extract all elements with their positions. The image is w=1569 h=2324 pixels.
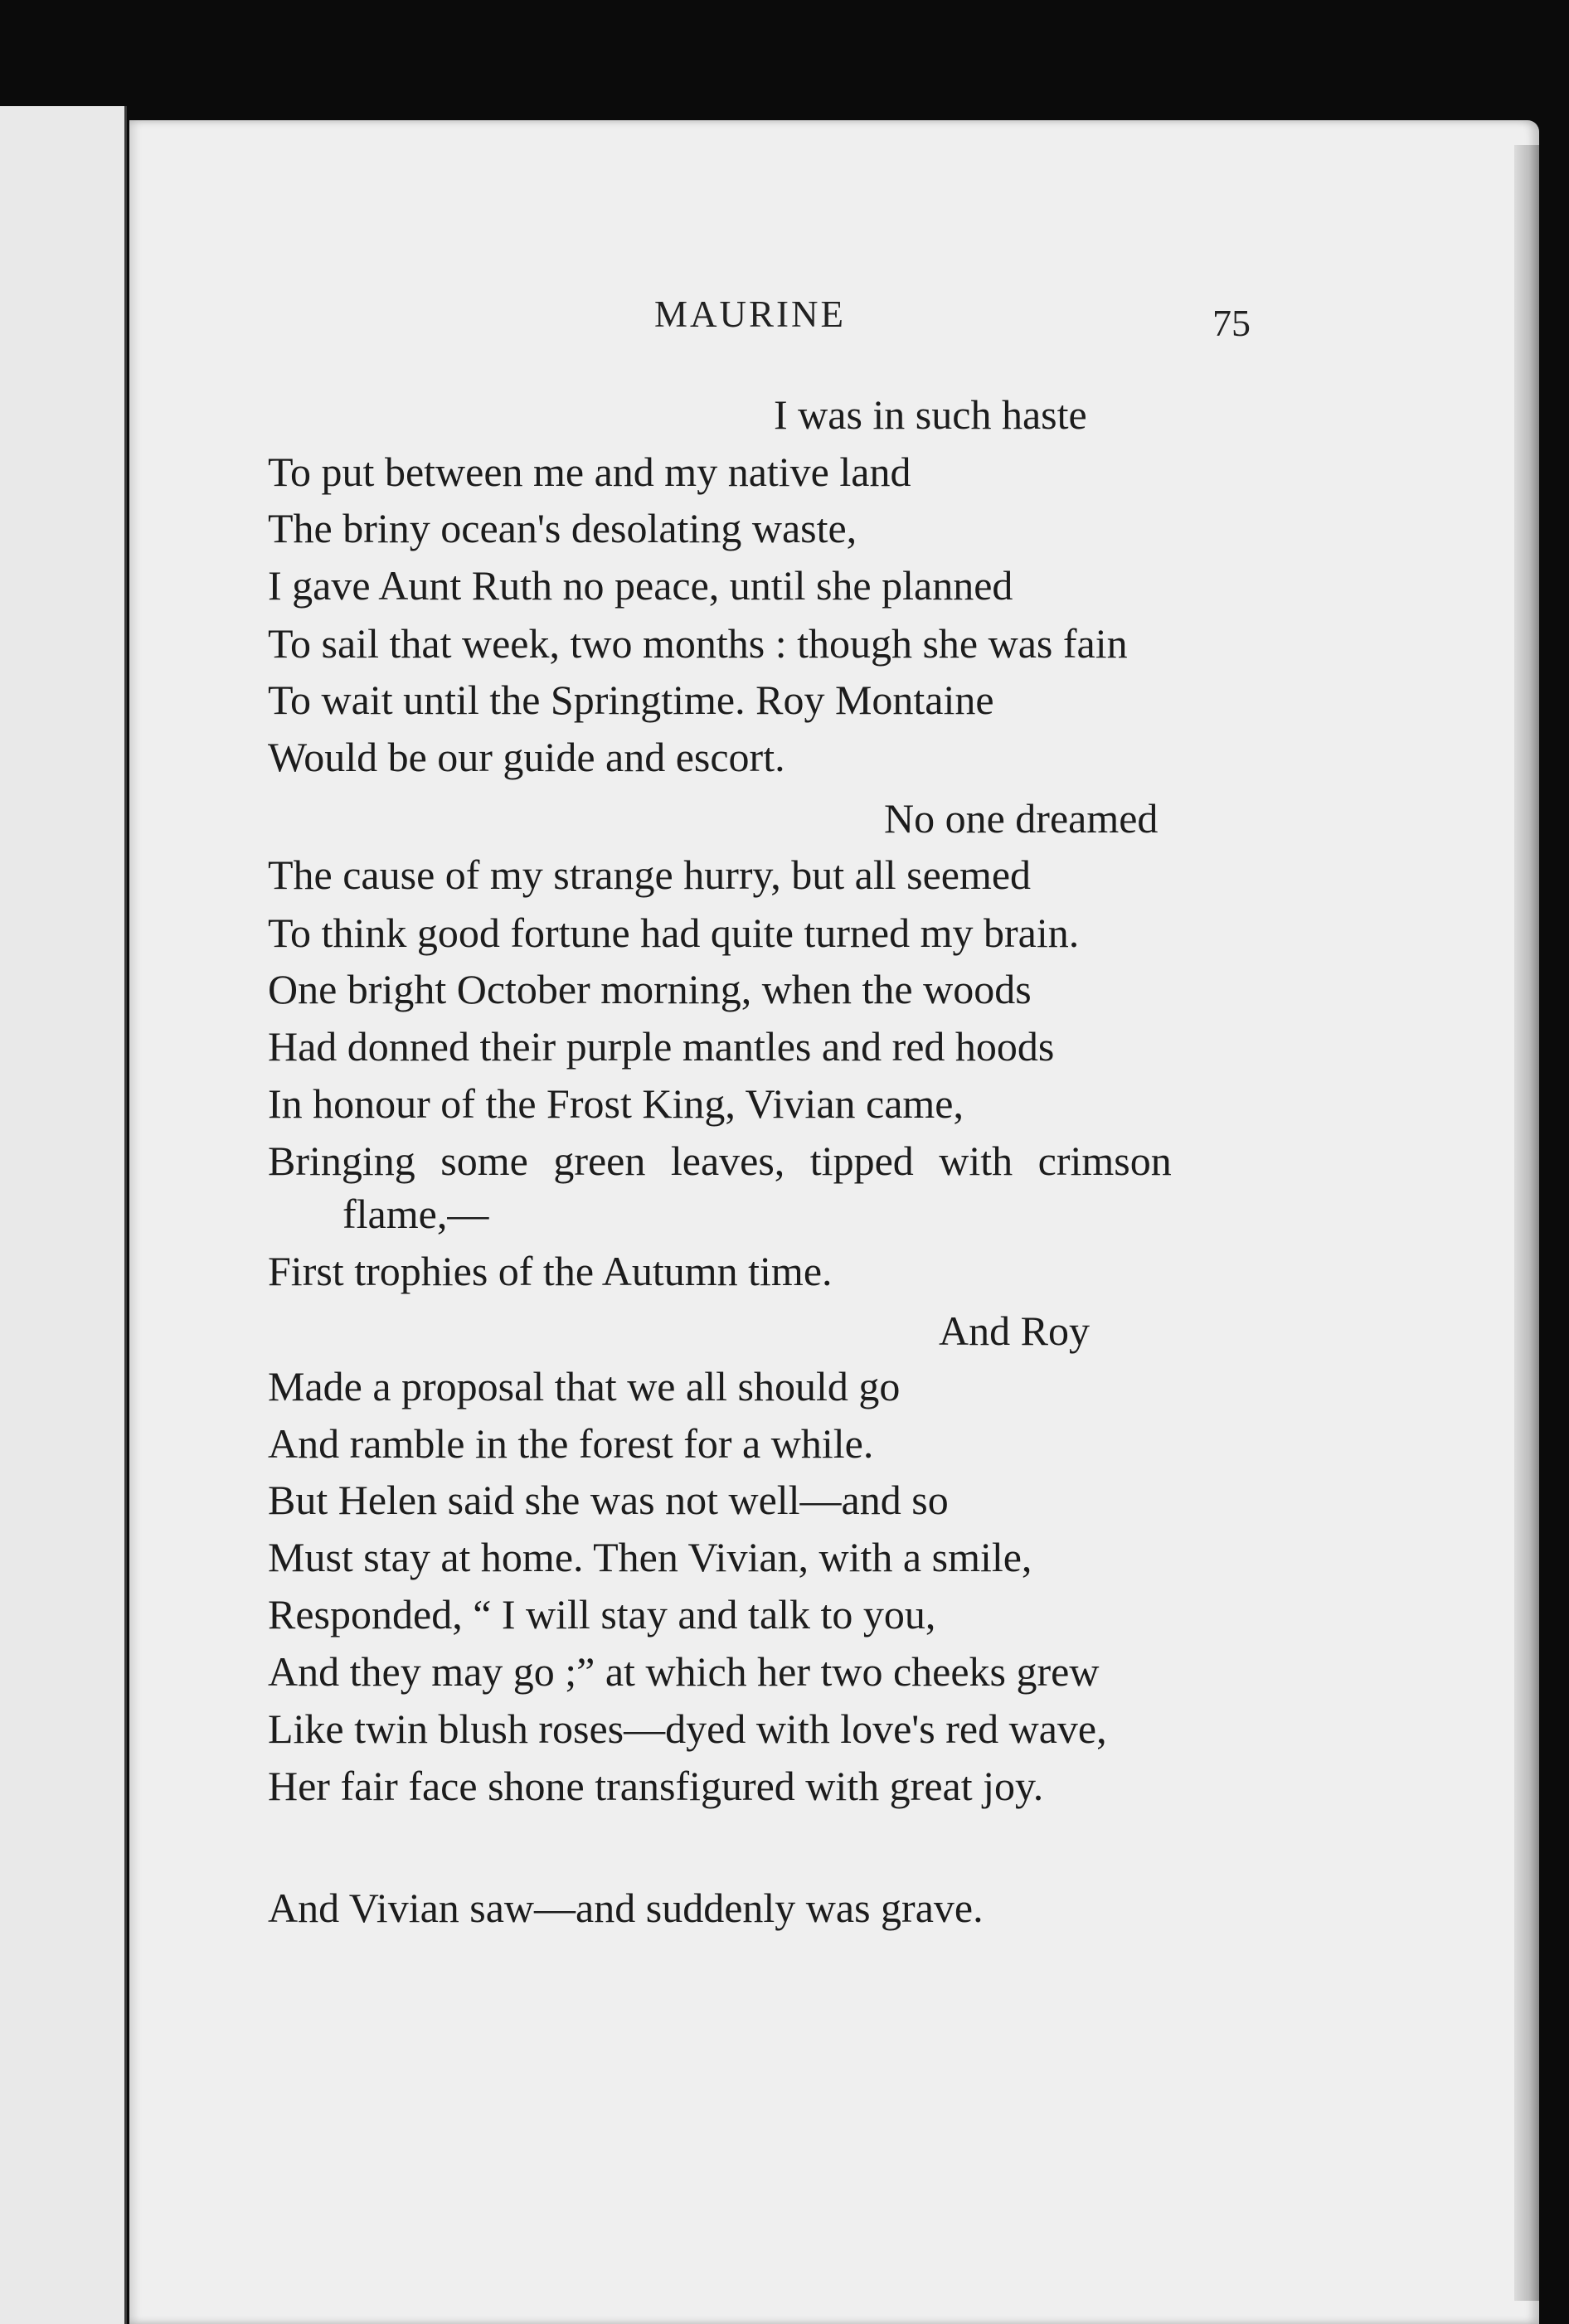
poem-line: And Roy — [939, 1308, 1090, 1354]
poem-line: To wait until the Springtime. Roy Montaine — [268, 677, 994, 723]
poem-line: To put between me and my native land — [268, 449, 911, 495]
facing-page-edge — [0, 106, 127, 2324]
book-page — [129, 120, 1539, 2324]
poem-line: Her fair face shone transfigured with great joy. — [268, 1763, 1044, 1809]
poem-line: One bright October morning, when the woods — [268, 966, 1032, 1012]
poem-line: The cause of my strange hurry, but all seemed — [268, 851, 1032, 898]
poem-line: First trophies of the Autumn time. — [268, 1248, 833, 1294]
poem-line: I was in such haste — [774, 391, 1087, 438]
poem-line: I gave Aunt Ruth no peace, until she planned — [268, 562, 1013, 609]
poem-line: Must stay at home. Then Vivian, with a smile, — [268, 1534, 1032, 1580]
poem-line: Made a proposal that we all should go — [268, 1363, 901, 1409]
running-head: MAURINE — [654, 294, 846, 335]
poem-line: In honour of the Frost King, Vivian came, — [268, 1080, 964, 1127]
poem-line: Had donned their purple mantles and red hoods — [268, 1023, 1055, 1070]
poem-line: Bringing some green leaves, tipped with crimson — [268, 1138, 1172, 1184]
poem-line: To think good fortune had quite turned my brain. — [268, 910, 1080, 956]
poem-line: And ramble in the forest for a while. — [268, 1420, 874, 1467]
poem-text — [129, 120, 1539, 2324]
poem-line: The briny ocean's desolating waste, — [268, 505, 857, 551]
poem-line: No one dreamed — [884, 795, 1159, 842]
page-number: 75 — [1212, 302, 1251, 344]
poem-line: To sail that week, two months : though she was fain — [268, 620, 1128, 667]
poem-line: And they may go ;” at which her two cheeks grew — [268, 1648, 1100, 1695]
poem-line: flame,— — [342, 1191, 489, 1237]
poem-line: Responded, “ I will stay and talk to you, — [268, 1591, 936, 1637]
poem-line: And Vivian saw—and suddenly was grave. — [268, 1885, 984, 1931]
poem-line: But Helen said she was not well—and so — [268, 1477, 949, 1523]
poem-line: Would be our guide and escort. — [268, 734, 785, 780]
poem-line: Like twin blush roses—dyed with love's red wave, — [268, 1705, 1107, 1752]
